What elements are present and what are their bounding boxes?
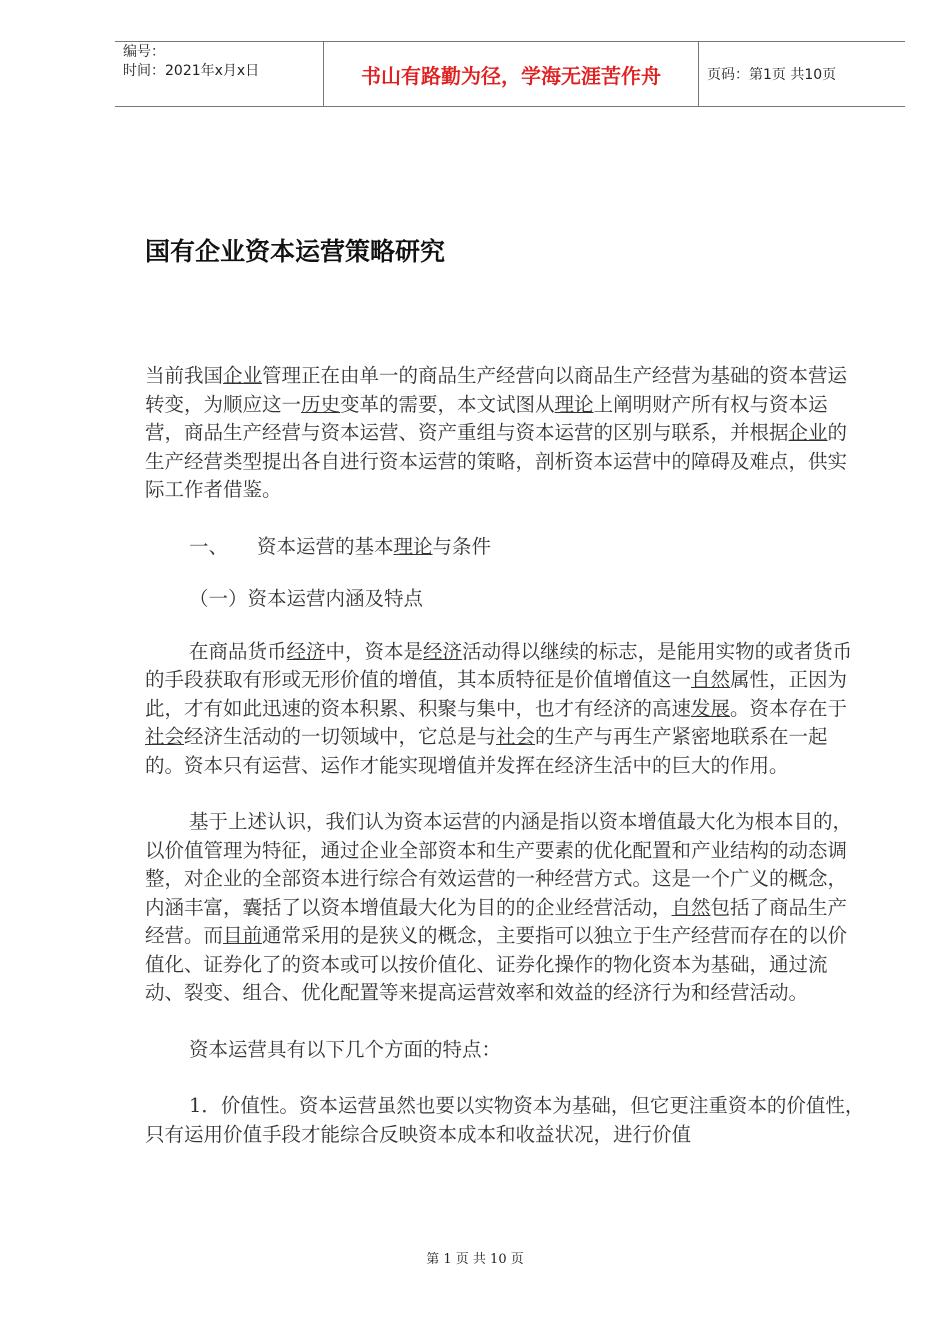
header-table (115, 41, 905, 107)
subsection-heading-1: （一）资本运营内涵及特点 (189, 587, 424, 610)
paragraph-3: 资本运营具有以下几个方面的特点： (189, 1037, 502, 1061)
paragraph-4: 1．价值性。资本运营虽然也要以实物资本为基础，但它更注重资本的价值性，只有运用价值手段才能综合反映资本成本和收益状况，进行价值 (145, 1094, 865, 1146)
header-page-info: 页码：第1页 共10页 (707, 67, 837, 83)
intro-paragraph: 当前我国企业管理正在由单一的商品生产经营向以商品生产经营为基础的资本营运转变，为顺应这一历史变革的需要，本文试图从理论上阐明财产所有权与资本运营，商品生产经营与资本运营、资产重组与资本运营的区别与联系，并根据企业的生产经营类型提出各自进行资本运营的策略，剖析资本运营中的障碍及难点，供实际工作者借鉴。 (145, 364, 848, 501)
page-footer: 第 1 页 共 10 页 (426, 1252, 524, 1267)
list-number: 1． (189, 1094, 221, 1117)
document-title: 国有企业资本运营策略研究 (145, 237, 446, 266)
header-motto: 书山有路勤为径，学海无涯苦作舟 (323, 42, 699, 106)
serial-label: 编号： (123, 44, 165, 60)
time-label: 时间：2021年x月x日 (123, 63, 260, 79)
header-meta-cell (115, 42, 323, 106)
paragraph-1: 在商品货币经济中，资本是经济活动得以继续的标志，是能用实物的或者货币的手段获取有形或无形价值的增值，其本质特征是价值增值这一自然属性，正因为此，才有如此迅速的资本积累、积聚与集中，也才有经济的高速发展。资本存在于社会经济生活动的一切领域中，它总是与社会的生产与再生产紧密地联系在一起的。资本只有运营、运作才能实现增值并发挥在经济生活中的巨大的作用。 (145, 639, 853, 777)
paragraph-2: 基于上述认识，我们认为资本运营的内涵是指以资本增值最大化为根本目的，以价值管理为特征，通过企业全部资本和生产要素的优化配置和产业结构的动态调整，对企业的全部资本进行综合有效运营的一种经营方式。这是一个广义的概念，内涵丰富，囊括了以资本增值最大化为目的的企业经营活动，自然包括了商品生产经营。而目前通常采用的是狭义的概念，主要指可以独立于生产经营而存在的以价值化、证券化了的资本或可以按价值化、证券化操作的物化资本为基础，通过流动、裂变、组合、优化配置等来提高运营效率和效益的经济行为和经营活动。 (145, 810, 853, 1004)
document-body (145, 362, 865, 1149)
section-heading-1: 一、 资本运营的基本理论与条件 (189, 534, 492, 558)
